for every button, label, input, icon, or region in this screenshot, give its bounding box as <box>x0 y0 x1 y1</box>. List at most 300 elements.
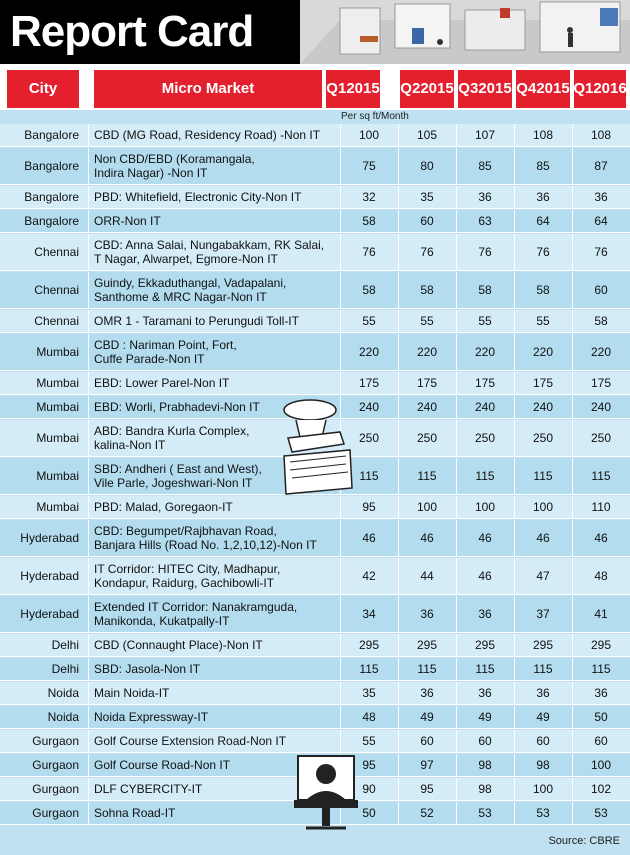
rent-value-cell: 48 <box>362 710 376 724</box>
column-divider <box>572 730 573 752</box>
column-divider <box>572 210 573 232</box>
rent-value-cell: 55 <box>478 314 492 328</box>
table-row <box>0 310 630 333</box>
column-divider <box>514 334 515 370</box>
rent-value-cell: 37 <box>536 607 550 621</box>
rent-value-cell: 85 <box>478 159 492 173</box>
rent-value-cell: 115 <box>359 662 379 676</box>
column-divider <box>514 706 515 728</box>
column-divider <box>88 706 89 728</box>
rent-value-cell: 110 <box>591 500 611 514</box>
micro-market-cell <box>94 458 334 494</box>
micro-market-line: Golf Course Road-Non IT <box>94 758 231 772</box>
column-divider <box>514 310 515 332</box>
column-divider <box>88 520 89 556</box>
city-cell: Noida <box>47 710 79 724</box>
micro-market-line: Guindy, Ekkaduthangal, Vadapalani, <box>94 276 287 290</box>
column-divider <box>398 730 399 752</box>
rent-value-cell: 46 <box>420 531 434 545</box>
table-row <box>0 148 630 185</box>
table-row <box>0 372 630 395</box>
rent-value-cell: 175 <box>358 376 380 390</box>
rent-value-cell: 87 <box>594 159 608 173</box>
rent-value-cell: 42 <box>362 569 376 583</box>
city-cell: Chennai <box>34 314 79 328</box>
rent-value-cell: 295 <box>358 638 380 652</box>
column-divider <box>456 520 457 556</box>
rent-value-cell: 60 <box>594 734 608 748</box>
column-divider <box>398 148 399 184</box>
column-divider <box>514 496 515 518</box>
column-divider <box>514 596 515 632</box>
table-row <box>0 234 630 271</box>
rent-value-cell: 60 <box>420 214 434 228</box>
column-divider <box>88 234 89 270</box>
column-divider <box>572 334 573 370</box>
header-micro-market: Micro Market <box>94 70 322 108</box>
micro-market-line: Kondapur, Raidurg, Gachibowli-IT <box>94 576 275 590</box>
column-divider <box>572 310 573 332</box>
city-cell: Mumbai <box>36 345 79 359</box>
column-divider <box>514 234 515 270</box>
micro-market-line: Cuffe Parade-Non IT <box>94 352 205 366</box>
rent-value-cell: 95 <box>362 758 376 772</box>
table-row <box>0 186 630 209</box>
micro-market-cell <box>94 802 334 824</box>
column-divider <box>340 730 341 752</box>
rent-value-cell: 98 <box>478 782 492 796</box>
rent-value-cell: 36 <box>420 607 434 621</box>
column-divider <box>572 634 573 656</box>
rent-value-cell: 75 <box>362 159 376 173</box>
rent-value-cell: 175 <box>590 376 612 390</box>
rent-value-cell: 53 <box>478 806 492 820</box>
micro-market-line: PBD: Whitefield, Electronic City-Non IT <box>94 190 302 204</box>
micro-market-line: ABD: Bandra Kurla Complex, <box>94 424 250 438</box>
column-divider <box>340 372 341 394</box>
column-divider <box>398 396 399 418</box>
table-row <box>0 124 630 147</box>
micro-market-cell <box>94 310 334 332</box>
column-divider <box>398 272 399 308</box>
column-divider <box>340 520 341 556</box>
micro-market-cell <box>94 186 334 208</box>
column-divider <box>572 148 573 184</box>
column-divider <box>456 778 457 800</box>
column-divider <box>88 396 89 418</box>
column-divider <box>514 658 515 680</box>
rent-value-cell: 90 <box>362 782 376 796</box>
micro-market-cell <box>94 372 334 394</box>
column-divider <box>340 396 341 418</box>
rent-value-cell: 36 <box>478 190 492 204</box>
column-divider <box>340 778 341 800</box>
rent-value-cell: 35 <box>420 190 434 204</box>
column-divider <box>340 558 341 594</box>
column-divider <box>514 210 515 232</box>
rent-value-cell: 240 <box>358 400 380 414</box>
micro-market-cell <box>94 124 334 146</box>
rent-value-cell: 58 <box>362 283 376 297</box>
city-cell: Chennai <box>34 245 79 259</box>
rent-value-cell: 46 <box>536 531 550 545</box>
column-divider <box>88 420 89 456</box>
rent-value-cell: 58 <box>594 314 608 328</box>
header-city: City <box>7 70 79 108</box>
column-divider <box>514 396 515 418</box>
micro-market-line: CBD: Anna Salai, Nungabakkam, RK Salai, <box>94 238 325 252</box>
micro-market-line: Vile Parle, Jogeshwari-Non IT <box>94 476 253 490</box>
rent-value-cell: 107 <box>474 128 496 142</box>
column-divider <box>456 458 457 494</box>
micro-market-line: Golf Course Extension Road-Non IT <box>94 734 287 748</box>
micro-market-cell <box>94 334 334 370</box>
micro-market-line: CBD (Connaught Place)-Non IT <box>94 638 263 652</box>
column-divider <box>398 186 399 208</box>
table-row <box>0 334 630 371</box>
micro-market-cell <box>94 634 334 656</box>
rent-value-cell: 58 <box>362 214 376 228</box>
column-divider <box>514 186 515 208</box>
micro-market-cell <box>94 520 334 556</box>
column-divider <box>340 124 341 146</box>
column-divider <box>398 496 399 518</box>
column-divider <box>398 458 399 494</box>
rent-value-cell: 95 <box>362 500 376 514</box>
header-q2-2015: Q2 2015 <box>400 70 454 108</box>
city-cell: Mumbai <box>36 400 79 414</box>
rent-value-cell: 220 <box>590 345 612 359</box>
page-title: Report Card <box>10 7 254 56</box>
column-divider <box>88 658 89 680</box>
column-divider <box>514 754 515 776</box>
rent-value-cell: 55 <box>536 314 550 328</box>
rent-value-cell: 41 <box>594 607 608 621</box>
rent-value-cell: 240 <box>416 400 438 414</box>
column-divider <box>398 682 399 704</box>
city-cell: Mumbai <box>36 469 79 483</box>
column-divider <box>88 730 89 752</box>
rent-value-cell: 250 <box>590 431 612 445</box>
source-note: Source: CBRE <box>548 835 620 847</box>
column-divider <box>88 634 89 656</box>
column-divider <box>572 420 573 456</box>
table-row <box>0 682 630 705</box>
rent-value-cell: 64 <box>594 214 608 228</box>
column-divider <box>514 682 515 704</box>
table-row <box>0 706 630 729</box>
table-row <box>0 558 630 595</box>
micro-market-line: SBD: Jasola-Non IT <box>94 662 201 676</box>
city-cell: Mumbai <box>36 431 79 445</box>
header-q1-2016: Q1 2016 <box>574 70 626 108</box>
rent-value-cell: 105 <box>416 128 438 142</box>
table-row <box>0 396 630 419</box>
rent-value-cell: 53 <box>536 806 550 820</box>
rent-value-cell: 115 <box>475 469 495 483</box>
rent-value-cell: 53 <box>594 806 608 820</box>
micro-market-line: IT Corridor: HITEC City, Madhapur, <box>94 562 281 576</box>
rent-value-cell: 102 <box>590 782 612 796</box>
column-divider <box>340 706 341 728</box>
rent-value-cell: 60 <box>478 734 492 748</box>
city-cell: Hyderabad <box>20 607 79 621</box>
rent-value-cell: 60 <box>420 734 434 748</box>
column-divider <box>456 596 457 632</box>
column-divider <box>514 420 515 456</box>
column-divider <box>572 520 573 556</box>
micro-market-line: CBD: Begumpet/Rajbhavan Road, <box>94 524 277 538</box>
rent-value-cell: 115 <box>591 469 611 483</box>
micro-market-line: Main Noida-IT <box>94 686 170 700</box>
column-divider <box>456 730 457 752</box>
rent-value-cell: 97 <box>420 758 434 772</box>
column-divider <box>514 730 515 752</box>
rent-value-cell: 64 <box>536 214 550 228</box>
column-divider <box>398 802 399 824</box>
micro-market-cell <box>94 706 334 728</box>
rent-value-cell: 49 <box>420 710 434 724</box>
city-cell: Bangalore <box>24 190 79 204</box>
rent-value-cell: 36 <box>478 686 492 700</box>
column-divider <box>398 420 399 456</box>
header-q3-2015: Q3 2015 <box>458 70 512 108</box>
column-divider <box>398 596 399 632</box>
city-cell: Bangalore <box>24 128 79 142</box>
header-q1-2015: Q1 2015 <box>326 70 380 108</box>
column-divider <box>456 186 457 208</box>
column-divider <box>572 658 573 680</box>
rent-value-cell: 115 <box>359 469 379 483</box>
rent-value-cell: 220 <box>358 345 380 359</box>
rent-value-cell: 47 <box>536 569 550 583</box>
rent-value-cell: 46 <box>362 531 376 545</box>
column-divider <box>398 210 399 232</box>
column-divider <box>572 496 573 518</box>
micro-market-cell <box>94 272 334 308</box>
column-divider <box>340 148 341 184</box>
rent-value-cell: 220 <box>532 345 554 359</box>
column-divider <box>88 754 89 776</box>
table-header <box>0 64 630 110</box>
rent-value-cell: 100 <box>532 500 554 514</box>
rent-value-cell: 220 <box>474 345 496 359</box>
rent-value-cell: 115 <box>533 662 553 676</box>
rent-value-cell: 240 <box>474 400 496 414</box>
micro-market-cell <box>94 778 334 800</box>
micro-market-cell <box>94 754 334 776</box>
micro-market-cell <box>94 210 334 232</box>
micro-market-line: kalina-Non IT <box>94 438 166 452</box>
column-divider <box>514 148 515 184</box>
micro-market-cell <box>94 658 334 680</box>
column-divider <box>398 310 399 332</box>
column-divider <box>88 186 89 208</box>
micro-market-line: DLF CYBERCITY-IT <box>94 782 203 796</box>
column-divider <box>514 802 515 824</box>
column-divider <box>456 334 457 370</box>
unit-label: Per sq ft/Month <box>341 111 409 122</box>
rent-value-cell: 175 <box>416 376 438 390</box>
column-divider <box>572 596 573 632</box>
micro-market-line: Santhome & MRC Nagar-Non IT <box>94 290 267 304</box>
table-row <box>0 802 630 825</box>
column-divider <box>88 310 89 332</box>
column-divider <box>340 682 341 704</box>
column-divider <box>88 124 89 146</box>
rent-value-cell: 44 <box>420 569 434 583</box>
rent-value-cell: 63 <box>478 214 492 228</box>
column-divider <box>340 634 341 656</box>
column-divider <box>572 186 573 208</box>
table-row <box>0 458 630 495</box>
rent-value-cell: 55 <box>420 314 434 328</box>
rent-value-cell: 240 <box>532 400 554 414</box>
micro-market-line: PBD: Malad, Goregaon-IT <box>94 500 233 514</box>
column-divider <box>88 272 89 308</box>
micro-market-line: OMR 1 - Taramani to Perungudi Toll-IT <box>94 314 299 328</box>
table-row <box>0 754 630 777</box>
column-divider <box>398 334 399 370</box>
rent-value-cell: 36 <box>594 686 608 700</box>
rent-value-cell: 250 <box>358 431 380 445</box>
city-cell: Chennai <box>34 283 79 297</box>
micro-market-cell <box>94 420 334 456</box>
table-row <box>0 520 630 557</box>
column-divider <box>456 310 457 332</box>
column-divider <box>572 124 573 146</box>
column-divider <box>340 802 341 824</box>
rent-value-cell: 49 <box>536 710 550 724</box>
micro-market-cell <box>94 596 334 632</box>
column-divider <box>398 706 399 728</box>
city-cell: Mumbai <box>36 376 79 390</box>
micro-market-cell <box>94 148 334 184</box>
column-divider <box>514 372 515 394</box>
column-divider <box>514 124 515 146</box>
column-divider <box>572 682 573 704</box>
rent-value-cell: 98 <box>478 758 492 772</box>
rent-value-cell: 76 <box>478 245 492 259</box>
rent-value-cell: 240 <box>590 400 612 414</box>
rent-value-cell: 32 <box>362 190 376 204</box>
column-divider <box>572 778 573 800</box>
rent-value-cell: 250 <box>416 431 438 445</box>
rent-value-cell: 34 <box>362 607 376 621</box>
rent-value-cell: 76 <box>536 245 550 259</box>
column-divider <box>456 496 457 518</box>
table-row <box>0 420 630 457</box>
rent-value-cell: 175 <box>532 376 554 390</box>
rent-value-cell: 76 <box>420 245 434 259</box>
rent-value-cell: 295 <box>532 638 554 652</box>
rent-value-cell: 46 <box>594 531 608 545</box>
column-divider <box>340 754 341 776</box>
rent-value-cell: 49 <box>478 710 492 724</box>
city-cell: Hyderabad <box>20 531 79 545</box>
rent-value-cell: 80 <box>420 159 434 173</box>
column-divider <box>456 396 457 418</box>
micro-market-cell <box>94 730 334 752</box>
city-cell: Gurgaon <box>32 806 79 820</box>
column-divider <box>88 148 89 184</box>
table-row <box>0 778 630 801</box>
header-q4-2015: Q4 2015 <box>516 70 570 108</box>
column-divider <box>572 234 573 270</box>
micro-market-line: Indira Nagar) -Non IT <box>94 166 208 180</box>
column-divider <box>456 558 457 594</box>
micro-market-line: CBD (MG Road, Residency Road) -Non IT <box>94 128 321 142</box>
column-divider <box>398 634 399 656</box>
column-divider <box>572 558 573 594</box>
city-cell: Gurgaon <box>32 758 79 772</box>
rent-value-cell: 95 <box>420 782 434 796</box>
rent-value-cell: 100 <box>358 128 380 142</box>
column-divider <box>572 458 573 494</box>
column-divider <box>456 210 457 232</box>
rent-value-cell: 108 <box>590 128 612 142</box>
column-divider <box>88 210 89 232</box>
rent-value-cell: 85 <box>536 159 550 173</box>
rent-value-cell: 115 <box>591 662 611 676</box>
micro-market-cell <box>94 396 334 418</box>
column-divider <box>88 372 89 394</box>
table-row <box>0 658 630 681</box>
rent-table <box>0 124 630 830</box>
column-divider <box>572 372 573 394</box>
city-cell: Delhi <box>51 638 79 652</box>
rent-value-cell: 36 <box>478 607 492 621</box>
micro-market-line: ORR-Non IT <box>94 214 161 228</box>
micro-market-line: CBD : Nariman Point, Fort, <box>94 338 237 352</box>
rent-value-cell: 46 <box>478 569 492 583</box>
column-divider <box>88 596 89 632</box>
micro-market-line: Manikonda, Kukatpally-IT <box>94 614 230 628</box>
column-divider <box>572 706 573 728</box>
rent-value-cell: 100 <box>474 500 496 514</box>
column-divider <box>572 754 573 776</box>
column-divider <box>572 802 573 824</box>
column-divider <box>88 334 89 370</box>
rent-value-cell: 115 <box>475 662 495 676</box>
column-divider <box>398 372 399 394</box>
rent-value-cell: 220 <box>416 345 438 359</box>
rent-value-cell: 58 <box>478 283 492 297</box>
rent-value-cell: 98 <box>536 758 550 772</box>
rent-value-cell: 115 <box>533 469 553 483</box>
column-divider <box>456 754 457 776</box>
rent-value-cell: 175 <box>474 376 496 390</box>
rent-value-cell: 295 <box>416 638 438 652</box>
city-cell: Gurgaon <box>32 734 79 748</box>
rent-value-cell: 76 <box>594 245 608 259</box>
rent-value-cell: 60 <box>594 283 608 297</box>
city-cell: Hyderabad <box>20 569 79 583</box>
micro-market-line: EBD: Lower Parel-Non IT <box>94 376 230 390</box>
rent-value-cell: 46 <box>478 531 492 545</box>
column-divider <box>398 754 399 776</box>
column-divider <box>514 272 515 308</box>
micro-market-cell <box>94 496 334 518</box>
column-divider <box>456 372 457 394</box>
city-cell: Gurgaon <box>32 782 79 796</box>
column-divider <box>88 802 89 824</box>
column-divider <box>514 558 515 594</box>
column-divider <box>572 396 573 418</box>
rent-value-cell: 36 <box>594 190 608 204</box>
rent-value-cell: 55 <box>362 314 376 328</box>
column-divider <box>340 658 341 680</box>
